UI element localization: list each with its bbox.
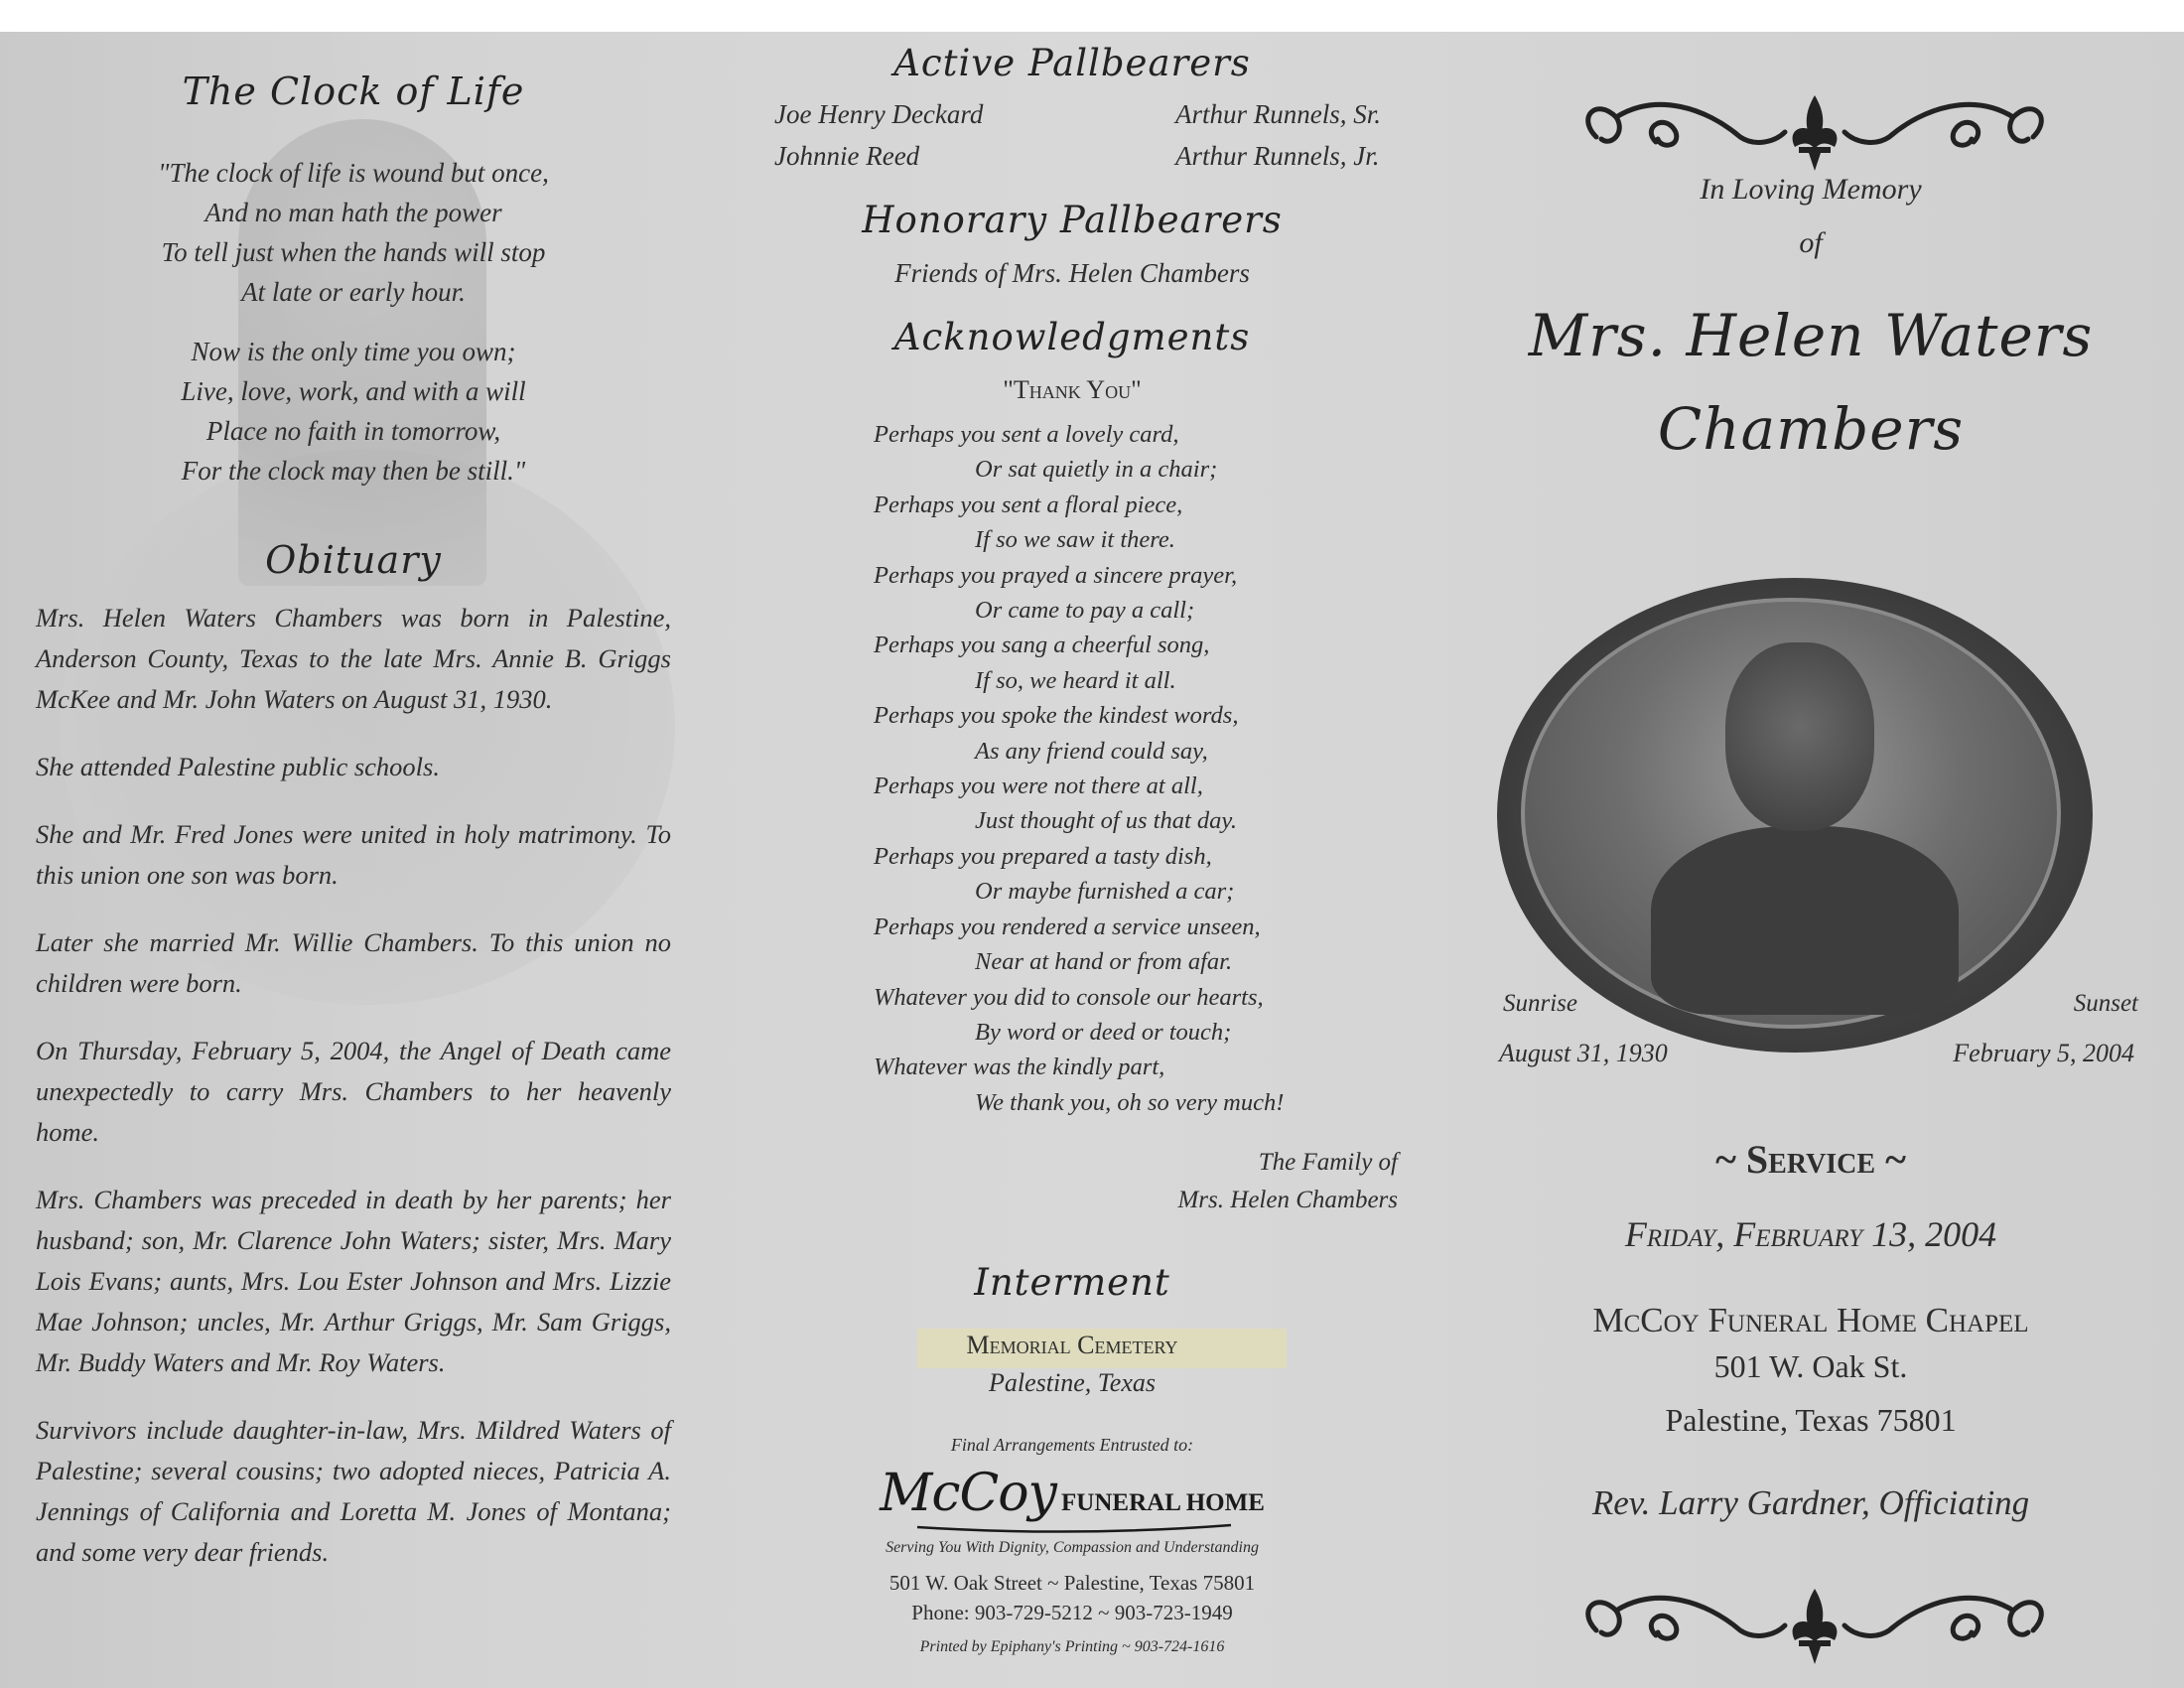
- officiant: Rev. Larry Gardner, Officiating: [1591, 1483, 2030, 1522]
- logo-mccoy: McCoy: [880, 1464, 1056, 1523]
- poem-line: Whatever you did to console our hearts,: [874, 983, 1264, 1011]
- poem-line: Now is the only time you own;: [191, 337, 516, 366]
- logo-funeral-home: FUNERAL HOME: [1061, 1489, 1265, 1516]
- poem-line: To tell just when the hands will stop: [161, 237, 546, 267]
- thank-you-heading: "Thank You": [1003, 375, 1142, 404]
- clock-of-life-title: The Clock of Life: [182, 70, 525, 113]
- poem-line: Live, love, work, and with a will: [181, 376, 526, 406]
- service-street: 501 W. Oak St.: [1713, 1348, 1908, 1384]
- poem-line: Near at hand or from afar.: [975, 948, 1233, 976]
- left-panel: [0, 32, 707, 1688]
- family-line: The Family of: [1258, 1149, 1398, 1176]
- obituary-paragraph: She attended Palestine public schools.: [36, 752, 440, 781]
- service-heading: ~ Service ~: [1715, 1137, 1906, 1182]
- poem-line: As any friend could say,: [975, 737, 1208, 765]
- logo-tagline: Serving You With Dignity, Compassion and Understanding: [886, 1539, 1259, 1556]
- deceased-name-line1: Mrs. Helen Waters: [1528, 302, 2094, 369]
- sunset-label: Sunset: [2073, 990, 2138, 1017]
- poem-line: Just thought of us that day.: [975, 807, 1238, 835]
- poem-line: Perhaps you sang a cheerful song,: [874, 632, 1210, 659]
- flourish-icon: [1567, 1581, 2063, 1670]
- poem-line: If so we saw it there.: [975, 526, 1175, 554]
- service-location: McCoy Funeral Home Chapel: [1592, 1301, 2029, 1339]
- family-signature: [1177, 1144, 1398, 1219]
- deceased-name-line2: Chambers: [1657, 395, 1965, 463]
- scan-top-margin: [0, 0, 2184, 32]
- obituary-title: Obituary: [265, 538, 442, 582]
- arrangements-entrusted: Final Arrangements Entrusted to:: [950, 1435, 1194, 1455]
- poem-line: Whatever was the kindly part,: [874, 1054, 1165, 1081]
- sunrise-date: August 31, 1930: [1499, 1039, 1668, 1067]
- of-text: of: [1799, 226, 1823, 259]
- printer-credit: Printed by Epiphany's Printing ~ 903-724-1616: [919, 1638, 1225, 1655]
- flourish-icon: [1567, 87, 2063, 177]
- logo-swash-icon: [915, 1523, 1233, 1535]
- cemetery-city: Palestine, Texas: [988, 1368, 1157, 1397]
- portrait-face: [1725, 642, 1874, 831]
- obituary-paragraph: She and Mr. Fred Jones were united in holy matrimony. To this union one son was born.: [36, 819, 671, 890]
- pallbearer-name: Arthur Runnels, Sr.: [1175, 99, 1382, 129]
- middle-panel: [707, 32, 1437, 1688]
- cemetery-name: Memorial Cemetery: [966, 1331, 1178, 1359]
- honorary-pallbearers-title: Honorary Pallbearers: [862, 199, 1283, 241]
- acknowledgments-title: Acknowledgments: [893, 316, 1251, 358]
- honorary-pallbearers: Friends of Mrs. Helen Chambers: [894, 258, 1250, 288]
- mccoy-logo: [707, 1464, 1437, 1523]
- portrait-figure: [1651, 826, 1959, 1015]
- funeral-home-address: 501 W. Oak Street ~ Palestine, Texas 75801: [888, 1571, 1256, 1595]
- poem-line: And no man hath the power: [205, 198, 502, 227]
- poem-line: Or sat quietly in a chair;: [975, 456, 1218, 484]
- pallbearer-name: Joe Henry Deckard: [774, 99, 984, 129]
- obituary-paragraph: Mrs. Chambers was preceded in death by her parents; her husband; son, Mr. Clarence John Waters; sister, Mrs. Mary Lois Evans; aunts, Mrs. Lou Ester Johnson and Mrs. Lizzie Mae Johnson; uncles, Mr. Arthur Griggs, Mr. Sam Griggs, Mr. Buddy Waters and Mr. Roy Waters.: [36, 1185, 671, 1377]
- obituary-paragraph: Survivors include daughter-in-law, Mrs. Mildred Waters of Palestine; several cousins; two adopted nieces, Patricia A. Jennings of California and Loretta M. Jones of Montana; and some very dear friends.: [36, 1415, 671, 1567]
- obituary-paragraph: On Thursday, February 5, 2004, the Angel of Death came unexpectedly to carry Mrs. Chambers to her heavenly home.: [36, 1036, 671, 1147]
- poem-line: "The clock of life is wound but once,: [158, 158, 549, 188]
- poem-line: Or maybe furnished a car;: [975, 878, 1235, 906]
- obituary-text: [36, 598, 671, 1600]
- poem-line: For the clock may then be still.": [181, 456, 526, 486]
- obituary-paragraph: Mrs. Helen Waters Chambers was born in Palestine, Anderson County, Texas to the late Mrs. Annie B. Griggs McKee and Mr. John Waters on August 31, 1930.: [36, 603, 671, 714]
- acknowledgment-poem: [874, 417, 1284, 1120]
- funeral-home-phone: Phone: 903-729-5212 ~ 903-723-1949: [911, 1601, 1233, 1624]
- poem-line: By word or deed or touch;: [975, 1018, 1232, 1046]
- right-panel: [1437, 32, 2184, 1688]
- interment-title: Interment: [974, 1261, 1170, 1304]
- poem-line: If so, we heard it all.: [975, 666, 1176, 694]
- family-line: Mrs. Helen Chambers: [1177, 1187, 1398, 1213]
- clock-poem: [0, 153, 707, 491]
- poem-line: Perhaps you were not there at all,: [874, 773, 1203, 800]
- pallbearer-name: Arthur Runnels, Jr.: [1175, 141, 1380, 171]
- poem-line: Place no faith in tomorrow,: [205, 416, 501, 446]
- sunset-date: February 5, 2004: [1953, 1039, 2134, 1067]
- poem-line: At late or early hour.: [241, 277, 466, 307]
- poem-line: Perhaps you sent a lovely card,: [874, 421, 1179, 448]
- poem-line: Perhaps you sent a floral piece,: [874, 491, 1183, 518]
- service-city: Palestine, Texas 75801: [1665, 1402, 1957, 1438]
- poem-line: Perhaps you spoke the kindest words,: [874, 702, 1239, 730]
- poem-line: Perhaps you rendered a service unseen,: [874, 913, 1261, 940]
- poem-line: Perhaps you prepared a tasty dish,: [874, 842, 1212, 870]
- active-pallbearers-title: Active Pallbearers: [893, 42, 1251, 84]
- poem-line: Perhaps you prayed a sincere prayer,: [874, 561, 1238, 589]
- in-loving-memory: In Loving Memory: [1700, 173, 1922, 206]
- pallbearer-name: Johnnie Reed: [774, 141, 920, 171]
- poem-line: Or came to pay a call;: [975, 597, 1195, 625]
- obituary-paragraph: Later she married Mr. Willie Chambers. To this union no children were born.: [36, 927, 671, 998]
- service-date: Friday, February 13, 2004: [1624, 1214, 1997, 1254]
- poem-line: We thank you, oh so very much!: [975, 1088, 1285, 1116]
- sunrise-label: Sunrise: [1503, 990, 1577, 1017]
